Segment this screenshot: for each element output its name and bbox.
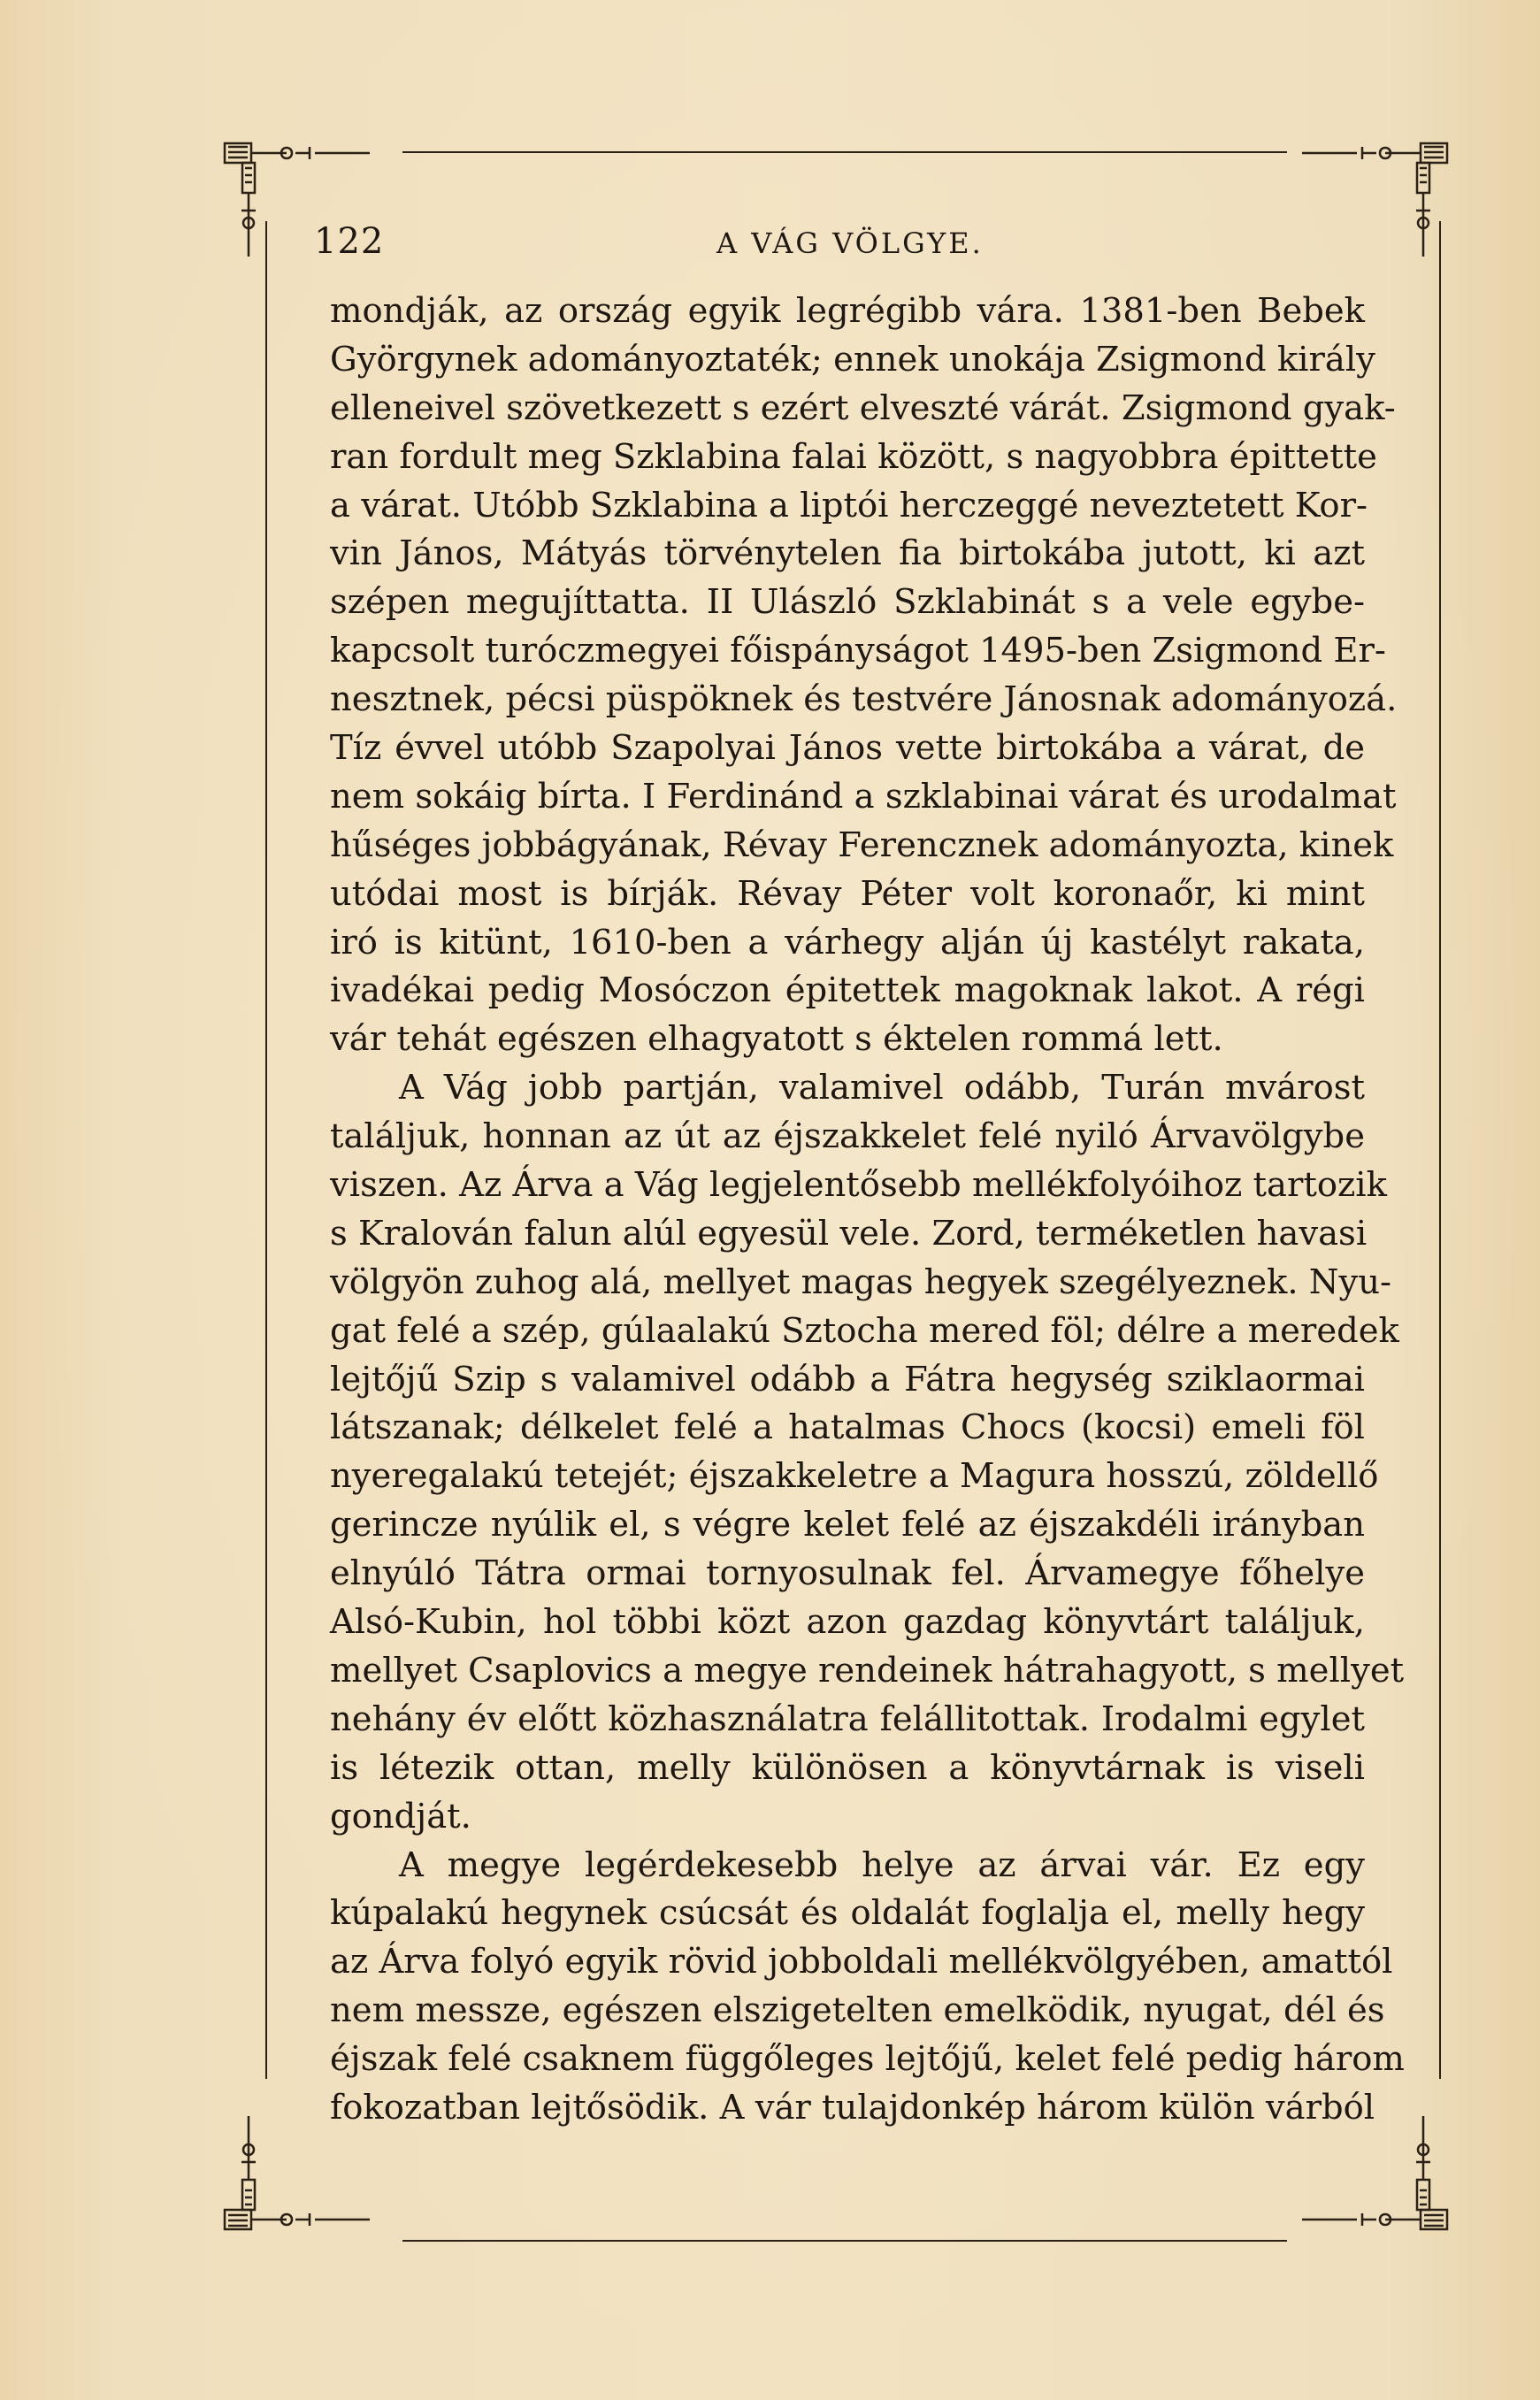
text-line: vin János, Mátyás törvénytelen fia birtokába jutott, ki azt: [330, 533, 1365, 574]
text-line: gondját.: [330, 1796, 471, 1836]
text-line: nesztnek, pécsi püspöknek és testvére Jánosnak adományozá.: [330, 679, 1398, 720]
bottom-rule: [402, 2240, 1287, 2242]
right-border-line: [1439, 221, 1441, 2079]
text-line: látszanak; délkelet felé a hatalmas Chocs (kocsi) emeli föl: [330, 1407, 1365, 1448]
text-line: hűséges jobbágyának, Révay Ferencznek adományozta, kinek: [330, 824, 1394, 865]
text-line: nyeregalakú tetejét; éjszakkeletre a Magura hosszú, zöldellő: [330, 1456, 1379, 1497]
text-line: A megye legérdekesebb helye az árvai vár. Ez egy: [399, 1844, 1365, 1885]
text-line: gat felé a szép, gúlaalakú Sztocha mered föl; délre a meredek: [330, 1310, 1399, 1351]
top-rule: [402, 151, 1287, 153]
text-line: A Vág jobb partján, valamivel odább, Turán mvárost: [399, 1068, 1365, 1108]
text-line: nehány év előtt közhasználatra felállitottak. Irodalmi egylet: [330, 1698, 1365, 1739]
page-number: 122: [314, 221, 385, 262]
text-line: vár tehát egészen elhagyatott s éktelen rommá lett.: [330, 1019, 1223, 1060]
text-line: kapcsolt turóczmegyei főispányságot 1495-ben Zsigmond Er-: [330, 631, 1386, 671]
text-line: gerincze nyúlik el, s végre kelet felé az éjszakdéli irányban: [330, 1505, 1365, 1545]
running-head: [314, 221, 1375, 274]
text-line: s Kralován falun alúl egyesül vele. Zord, terméketlen havasi: [330, 1213, 1368, 1254]
text-line: völgyön zuhog alá, mellyet magas hegyek szegélyeznek. Nyu-: [330, 1261, 1392, 1302]
text-line: ivadékai pedig Mosóczon épitettek magoknak lakot. A régi: [330, 970, 1365, 1011]
text-line: lejtőjű Szip s valamivel odább a Fátra hegység sziklaormai: [330, 1359, 1365, 1399]
body-text: [330, 288, 1405, 2133]
text-line: is létezik ottan, melly különösen a könyvtárnak is viseli: [330, 1747, 1365, 1788]
text-line: az Árva folyó egyik rövid jobboldali mellékvölgyében, amattól: [330, 1942, 1393, 1982]
text-line: Györgynek adományoztaték; ennek unokája Zsigmond király: [330, 339, 1375, 380]
text-line: mondják, az ország egyik legrégibb vára. 1381-ben Bebek: [330, 291, 1365, 331]
text-line: iró is kitünt, 1610-ben a várhegy alján új kastélyt rakata,: [330, 922, 1365, 962]
text-line: Tíz évvel utóbb Szapolyai János vette birtokába a várat, de: [330, 728, 1365, 769]
text-line: ran fordult meg Szklabina falai között, s nagyobbra épittette: [330, 436, 1377, 477]
text-line: viszen. Az Árva a Vág legjelentősebb mellékfolyóihoz tartozik: [330, 1165, 1387, 1206]
text-line: mellyet Csaplovics a megye rendeinek hátrahagyott, s mellyet: [330, 1650, 1405, 1691]
text-line: utódai most is bírják. Révay Péter volt koronaőr, ki mint: [330, 873, 1365, 914]
corner-ornament-icon: [1302, 2116, 1452, 2249]
text-line: a várat. Utóbb Szklabina a liptói herczeggé neveztetett Kor-: [330, 485, 1368, 525]
text-line: nem sokáig bírta. I Ferdinánd a szklabinai várat és urodalmat: [330, 776, 1397, 817]
text-line: szépen megujíttatta. II Ulászló Szklabinát s a vele egybe-: [330, 582, 1365, 623]
text-line: elnyúló Tátra ormai tornyosulnak fel. Árvamegye főhelye: [330, 1553, 1365, 1594]
text-line: nem messze, egészen elszigetelten emelködik, nyugat, dél és: [330, 1990, 1385, 2031]
corner-ornament-icon: [219, 2116, 370, 2249]
text-line: Alsó-Kubin, hol többi közt azon gazdag könyvtárt találjuk,: [330, 1602, 1365, 1643]
text-line: fokozatban lejtősödik. A vár tulajdonkép három külön várból: [330, 2087, 1375, 2128]
text-line: éjszak felé csaknem függőleges lejtőjű, kelet felé pedig három: [330, 2039, 1405, 2080]
text-line: elleneivel szövetkezett s ezért elveszté várát. Zsigmond gyak-: [330, 387, 1396, 428]
text-line: kúpalakú hegynek csúcsát és oldalát foglalja el, melly hegy: [330, 1893, 1365, 1934]
left-border-line: [265, 221, 267, 2079]
page-title: A VÁG VÖLGYE.: [716, 226, 984, 260]
text-line: találjuk, honnan az út az éjszakkelet felé nyiló Árvavölgybe: [330, 1116, 1365, 1157]
